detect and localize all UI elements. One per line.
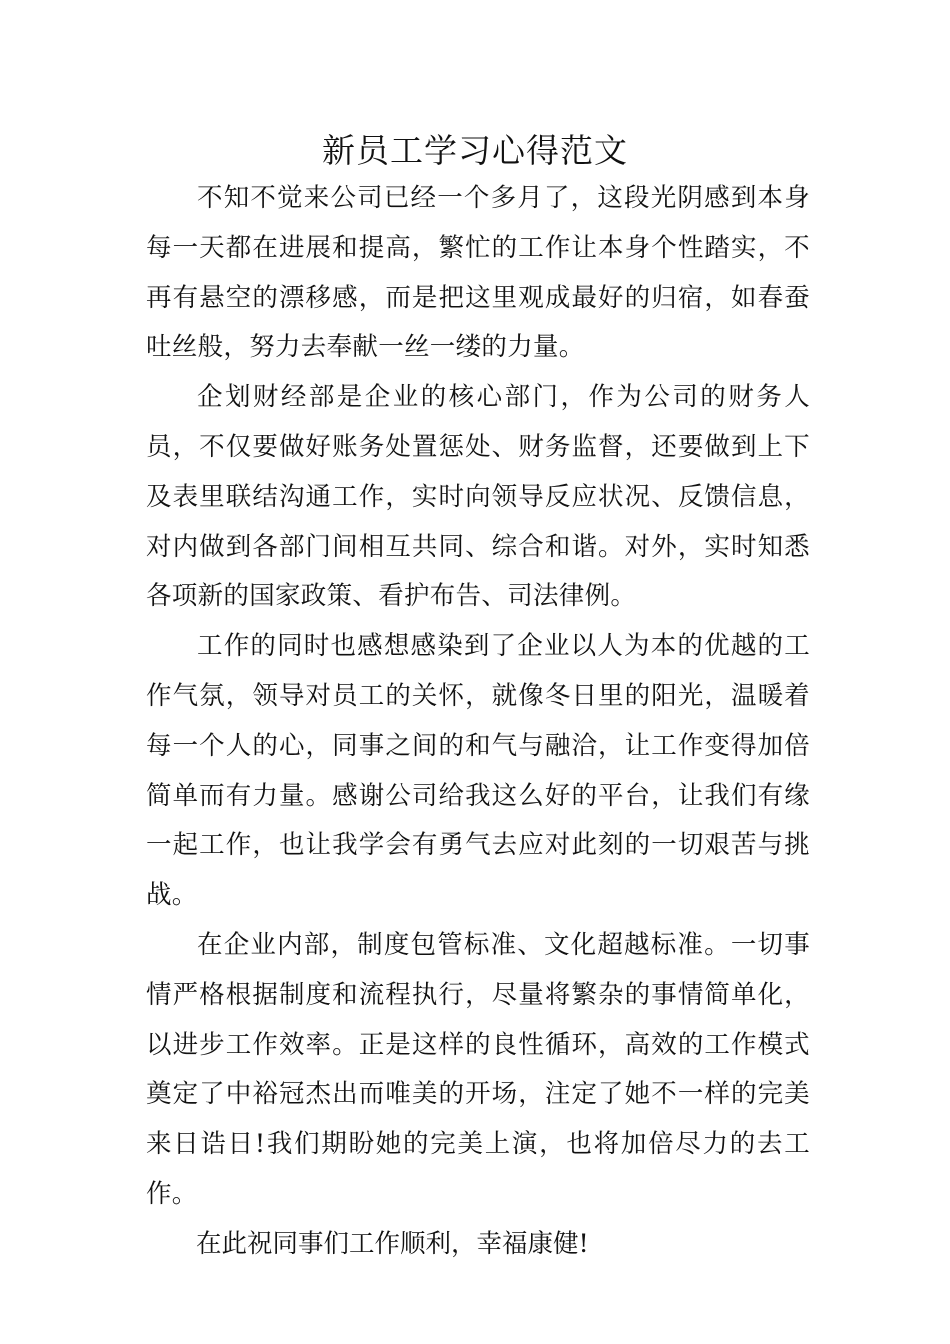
paragraph-2: 企划财经部是企业的核心部门，作为公司的财务人员，不仅要做好账务处置惩处、财务监督，还要做到上下及表里联结沟通工作，实时向领导反应状况、反馈信息，对内做到各部门间相互共同、综合和谐。对外，实时知悉各项新的国家政策、看护布告、司法律例。 bbox=[146, 382, 810, 612]
paragraph-3: 工作的同时也感想感染到了企业以人为本的优越的工作气氛，领导对员工的关怀，就像冬日里的阳光，温暖着每一个人的心，同事之间的和气与融洽，让工作变得加倍简单而有力量。感谢公司给我这么好的平台，让我们有缘一起工作，也让我学会有勇气去应对此刻的一切艰苦与挑战。 bbox=[146, 631, 810, 911]
closing-line: 在此祝同事们工作顺利，幸福康健! bbox=[196, 1228, 589, 1259]
paragraph-4: 在企业内部，制度包管标准、文化超越标准。一切事情严格根据制度和流程执行，尽量将繁杂的事情简单化，以进步工作效率。正是这样的良性循环，高效的工作模式奠定了中裕冠杰出而唯美的开场，注定了她不一样的完美来日诰日!我们期盼她的完美上演，也将加倍尽力的去工作。 bbox=[146, 929, 810, 1209]
document-title: 新员工学习心得范文 bbox=[322, 131, 628, 170]
paragraph-1: 不知不觉来公司已经一个多月了，这段光阴感到本身每一天都在进展和提高，繁忙的工作让本身个性踏实，不再有悬空的漂移感，而是把这里观成最好的归宿，如春蚕吐丝般，努力去奉献一丝一缕的力量。 bbox=[146, 183, 810, 363]
document-body bbox=[146, 174, 810, 1270]
